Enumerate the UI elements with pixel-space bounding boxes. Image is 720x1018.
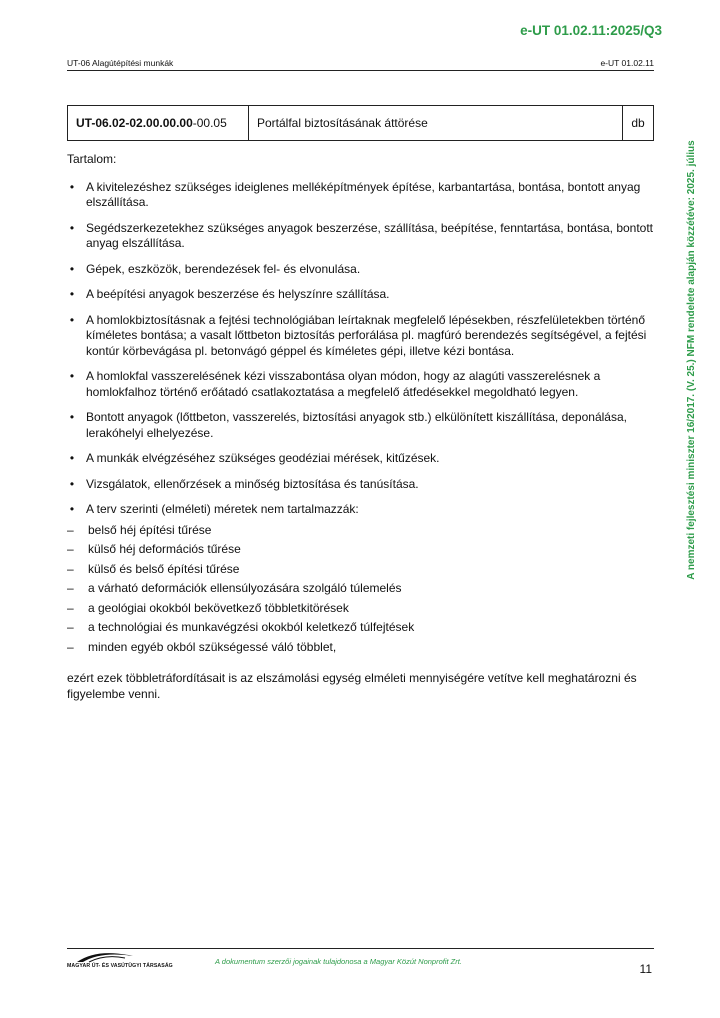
exclusion-text: külső héj deformációs tűrése (88, 542, 241, 556)
exclusion-item (67, 540, 657, 560)
exclusion-item (67, 579, 657, 599)
exclusion-item (67, 560, 657, 580)
logo-text: MAGYAR ÚT- ÉS VASÚTÜGYI TÁRSASÁG (67, 963, 173, 969)
exclusion-item (67, 638, 657, 658)
list-item (67, 313, 657, 360)
bullet-icon: • (69, 451, 75, 465)
list-item-text: A kivitelezéshez szükséges ideiglenes melléképítmények építése, karbantartása, bontása, bontott anyag elszállítása. (86, 179, 641, 209)
exclusions-list (67, 521, 657, 658)
publication-note: A nemzeti fejlesztési miniszter 16/2017. (V. 25.) NFM rendelete alapján közzétéve: 2025. július (686, 140, 697, 580)
dash-icon: – (67, 639, 74, 654)
list-item (67, 451, 657, 467)
list-item-text: Vizsgálatok, ellenőrzések a minőség biztosítása és tanúsítása. (86, 476, 419, 491)
list-item-text: A beépítési anyagok beszerzése és helyszínre szállítása. (86, 287, 390, 301)
list-item (67, 262, 657, 278)
list-item (67, 180, 657, 211)
exclusion-text: a technológiai és munkavégzési okokból keletkező túlfejtések (88, 620, 415, 634)
bullet-icon: • (69, 410, 75, 424)
bullet-icon: • (69, 261, 75, 276)
list-item (67, 410, 657, 441)
list-item-text: A homlokfal vasszerelésének kézi visszabontása olyan módon, hogy az alagúti vasszerelésnek a homlokfalhoz történő erőátadó csatlakoztatása a megfelelő átfedésekkel megoldható legyen. (86, 369, 601, 399)
bullet-icon: • (69, 369, 75, 383)
bullet-icon: • (69, 312, 75, 327)
content-section (67, 152, 657, 714)
exclusion-text: a geológiai okokból bekövetkező többletkitörések (88, 600, 349, 615)
list-item-text: A munkák elvégzéséhez szükséges geodéziai mérések, kitűzések. (86, 451, 440, 465)
dash-icon: – (67, 542, 74, 556)
exclusion-item (67, 599, 657, 619)
list-item (67, 477, 657, 493)
bullet-icon: • (69, 502, 75, 516)
exclusion-text: a várható deformációk ellensúlyozására szolgáló túlemelés (88, 581, 402, 595)
footer-divider (67, 948, 654, 949)
list-item-text: A homlokbiztosításnak a fejtési technológiában leírtaknak megfelelő lépésekben, részfelületekben történő kíméletes bontása; a vasalt lőttbeton biztosítás perforálása pl. magfúró berendezés segítségével, a fejtési kontúr körbevágása pl. betonvágó géppel és kíméletes gépi, illetve kézi bontása. (86, 312, 647, 358)
list-item-text: Bontott anyagok (lőttbeton, vasszerelés, biztosítási anyagok stb.) elkülönített kiszállítása, deponálása, lerakóhelyi elhelyezése. (86, 410, 627, 440)
list-item-text: A terv szerinti (elméleti) méretek nem tartalmazzák: (86, 502, 359, 516)
page-number: 11 (639, 962, 652, 976)
exclusion-item (67, 618, 657, 638)
exclusion-text: minden egyéb okból szükségessé váló többlet, (88, 639, 337, 654)
logo-swoosh-icon (75, 950, 135, 964)
list-item (67, 221, 657, 252)
company-logo (67, 950, 177, 974)
closing-paragraph: ezért ezek többletráfordításait is az elszámolási egység elméleti mennyiségére vetítve kell meghatározni és figyelembe venni. (67, 671, 637, 701)
item-code-main: UT-06.02-02.00.00.00 (76, 116, 193, 130)
dash-icon: – (67, 522, 74, 537)
item-unit: db (631, 116, 645, 130)
bullet-icon: • (69, 476, 75, 491)
bullet-icon: • (69, 179, 75, 194)
item-table (67, 105, 654, 141)
running-header (67, 58, 654, 71)
bullet-icon: • (69, 287, 75, 301)
item-code-suffix: -00.05 (192, 116, 227, 130)
item-code (68, 106, 249, 140)
document-code: e-UT 01.02.11:2025/Q3 (520, 23, 662, 38)
dash-icon: – (67, 561, 74, 576)
list-item-text: Segédszerkezetekhez szükséges anyagok beszerzése, szállítása, beépítése, fenntartása, bontása, bontott anyag elszállítása. (86, 220, 654, 250)
exclusion-text: belső héj építési tűrése (88, 522, 212, 537)
content-heading: Tartalom: (67, 152, 117, 166)
section-title: UT-06 Alagútépítési munkák (67, 58, 174, 68)
dash-icon: – (67, 600, 74, 615)
scope-list (67, 180, 657, 518)
exclusion-text: külső és belső építési tűrése (88, 561, 240, 576)
list-item (67, 287, 657, 303)
exclusion-item (67, 521, 657, 541)
bullet-icon: • (69, 220, 75, 235)
copyright-note: A dokumentum szerzői jogainak tulajdonosa a Magyar Közút Nonprofit Zrt. (215, 957, 462, 966)
item-title: Portálfal biztosításának áttörése (249, 106, 623, 140)
dash-icon: – (67, 620, 74, 634)
list-item-text: Gépek, eszközök, berendezések fel- és elvonulása. (86, 261, 361, 276)
dash-icon: – (67, 581, 74, 595)
list-item (67, 502, 657, 518)
list-item (67, 369, 657, 400)
section-code: e-UT 01.02.11 (600, 58, 654, 68)
